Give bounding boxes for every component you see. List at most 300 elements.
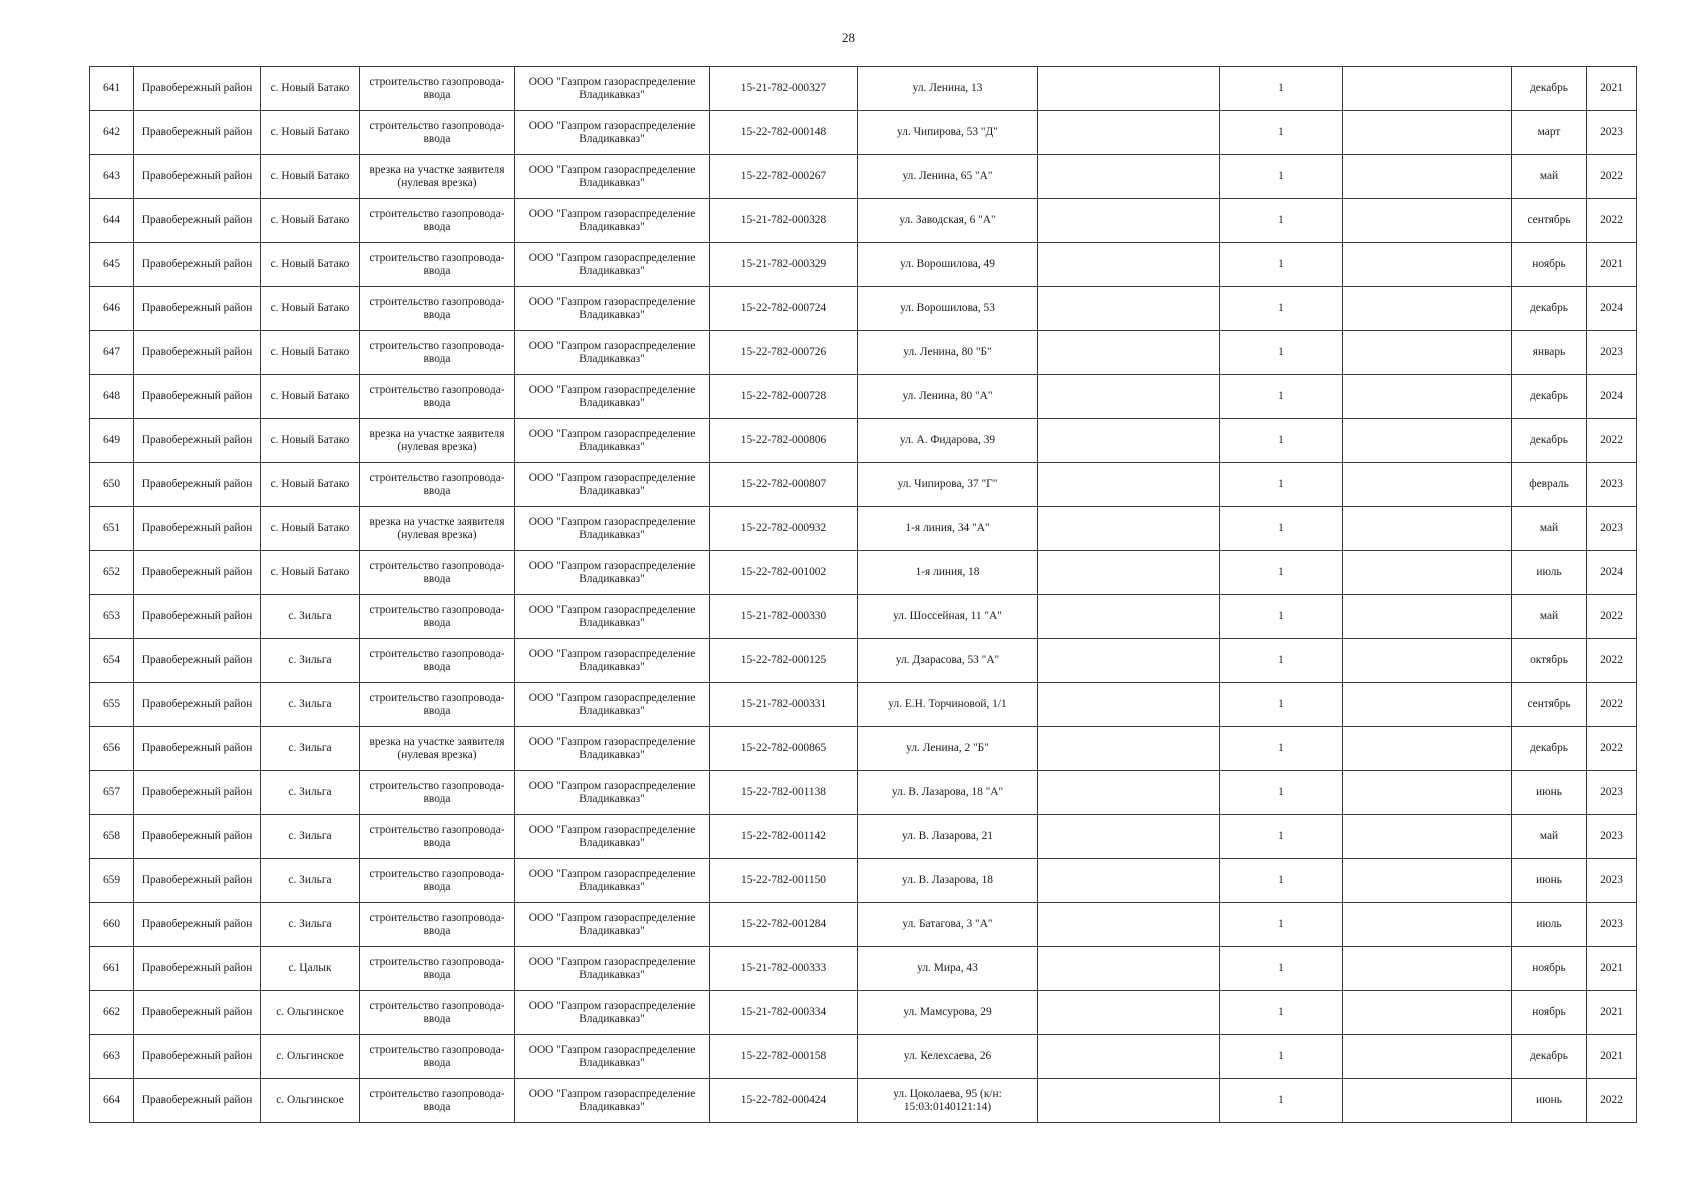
month-cell: ноябрь (1512, 243, 1587, 287)
table-row (90, 1079, 1637, 1123)
organization-cell: ООО "Газпром газораспределение Владикавказ" (515, 507, 710, 551)
organization-cell: ООО "Газпром газораспределение Владикавказ" (515, 375, 710, 419)
address-cell: ул. А. Фидарова, 39 (858, 419, 1038, 463)
work-type-cell: строительство газопровода-ввода (360, 1079, 515, 1123)
address-cell: 1-я линия, 18 (858, 551, 1038, 595)
locality-cell: с. Зильга (261, 859, 360, 903)
year-cell: 2021 (1587, 1035, 1637, 1079)
empty-cell (1343, 155, 1512, 199)
locality-cell: с. Новый Батако (261, 287, 360, 331)
empty-cell (1038, 375, 1220, 419)
application-code-cell: 15-22-782-000728 (710, 375, 858, 419)
organization-cell: ООО "Газпром газораспределение Владикавказ" (515, 771, 710, 815)
month-cell: июль (1512, 551, 1587, 595)
empty-cell (1343, 111, 1512, 155)
empty-cell (1038, 1035, 1220, 1079)
work-type-cell: строительство газопровода-ввода (360, 375, 515, 419)
row-number-cell: 651 (90, 507, 134, 551)
row-number-cell: 641 (90, 67, 134, 111)
empty-cell (1343, 507, 1512, 551)
address-cell: ул. Ленина, 80 "А" (858, 375, 1038, 419)
application-code-cell: 15-22-782-001138 (710, 771, 858, 815)
locality-cell: с. Ольгинское (261, 991, 360, 1035)
table-body (90, 67, 1637, 1123)
district-cell: Правобережный район (134, 815, 261, 859)
organization-cell: ООО "Газпром газораспределение Владикавказ" (515, 287, 710, 331)
year-cell: 2024 (1587, 375, 1637, 419)
row-number-cell: 648 (90, 375, 134, 419)
empty-cell (1038, 199, 1220, 243)
quantity-cell: 1 (1220, 155, 1343, 199)
work-type-cell: врезка на участке заявителя (нулевая врезка) (360, 507, 515, 551)
quantity-cell: 1 (1220, 463, 1343, 507)
year-cell: 2024 (1587, 287, 1637, 331)
empty-cell (1343, 947, 1512, 991)
district-cell: Правобережный район (134, 463, 261, 507)
work-type-cell: строительство газопровода-ввода (360, 199, 515, 243)
empty-cell (1343, 1035, 1512, 1079)
row-number-cell: 654 (90, 639, 134, 683)
table-row (90, 331, 1637, 375)
application-code-cell: 15-22-782-000724 (710, 287, 858, 331)
locality-cell: с. Зильга (261, 595, 360, 639)
row-number-cell: 663 (90, 1035, 134, 1079)
address-cell: ул. Батагова, 3 "А" (858, 903, 1038, 947)
work-type-cell: строительство газопровода-ввода (360, 639, 515, 683)
application-code-cell: 15-21-782-000333 (710, 947, 858, 991)
month-cell: июнь (1512, 771, 1587, 815)
locality-cell: с. Новый Батако (261, 507, 360, 551)
locality-cell: с. Новый Батако (261, 199, 360, 243)
locality-cell: с. Зильга (261, 639, 360, 683)
application-code-cell: 15-22-782-001150 (710, 859, 858, 903)
application-code-cell: 15-21-782-000330 (710, 595, 858, 639)
quantity-cell: 1 (1220, 199, 1343, 243)
work-type-cell: строительство газопровода-ввода (360, 243, 515, 287)
work-type-cell: строительство газопровода-ввода (360, 111, 515, 155)
empty-cell (1343, 991, 1512, 1035)
organization-cell: ООО "Газпром газораспределение Владикавказ" (515, 903, 710, 947)
work-type-cell: врезка на участке заявителя (нулевая врезка) (360, 727, 515, 771)
locality-cell: с. Ольгинское (261, 1079, 360, 1123)
year-cell: 2022 (1587, 419, 1637, 463)
address-cell: 1-я линия, 34 "А" (858, 507, 1038, 551)
district-cell: Правобережный район (134, 771, 261, 815)
organization-cell: ООО "Газпром газораспределение Владикавказ" (515, 243, 710, 287)
table-row (90, 947, 1637, 991)
work-type-cell: строительство газопровода-ввода (360, 947, 515, 991)
month-cell: ноябрь (1512, 991, 1587, 1035)
address-cell: ул. Мира, 43 (858, 947, 1038, 991)
year-cell: 2023 (1587, 903, 1637, 947)
district-cell: Правобережный район (134, 287, 261, 331)
address-cell: ул. Е.Н. Торчиновой, 1/1 (858, 683, 1038, 727)
empty-cell (1038, 507, 1220, 551)
quantity-cell: 1 (1220, 287, 1343, 331)
address-cell: ул. Ленина, 2 "Б" (858, 727, 1038, 771)
quantity-cell: 1 (1220, 419, 1343, 463)
address-cell: ул. Ворошилова, 49 (858, 243, 1038, 287)
table-row (90, 991, 1637, 1035)
empty-cell (1038, 155, 1220, 199)
month-cell: июнь (1512, 859, 1587, 903)
empty-cell (1343, 903, 1512, 947)
district-cell: Правобережный район (134, 155, 261, 199)
district-cell: Правобережный район (134, 859, 261, 903)
month-cell: сентябрь (1512, 199, 1587, 243)
locality-cell: с. Новый Батако (261, 419, 360, 463)
empty-cell (1343, 815, 1512, 859)
quantity-cell: 1 (1220, 991, 1343, 1035)
empty-cell (1038, 331, 1220, 375)
address-cell: ул. Келехсаева, 26 (858, 1035, 1038, 1079)
organization-cell: ООО "Газпром газораспределение Владикавказ" (515, 947, 710, 991)
year-cell: 2023 (1587, 815, 1637, 859)
year-cell: 2021 (1587, 947, 1637, 991)
row-number-cell: 662 (90, 991, 134, 1035)
empty-cell (1038, 551, 1220, 595)
month-cell: май (1512, 155, 1587, 199)
work-type-cell: строительство газопровода-ввода (360, 683, 515, 727)
quantity-cell: 1 (1220, 551, 1343, 595)
month-cell: май (1512, 595, 1587, 639)
district-cell: Правобережный район (134, 243, 261, 287)
table-row (90, 903, 1637, 947)
locality-cell: с. Новый Батако (261, 155, 360, 199)
address-cell: ул. В. Лазарова, 18 "А" (858, 771, 1038, 815)
year-cell: 2022 (1587, 199, 1637, 243)
district-cell: Правобережный район (134, 683, 261, 727)
locality-cell: с. Зильга (261, 815, 360, 859)
month-cell: ноябрь (1512, 947, 1587, 991)
work-type-cell: строительство газопровода-ввода (360, 771, 515, 815)
row-number-cell: 642 (90, 111, 134, 155)
empty-cell (1343, 331, 1512, 375)
district-cell: Правобережный район (134, 331, 261, 375)
table-row (90, 859, 1637, 903)
work-type-cell: строительство газопровода-ввода (360, 67, 515, 111)
locality-cell: с. Новый Батако (261, 67, 360, 111)
district-cell: Правобережный район (134, 727, 261, 771)
quantity-cell: 1 (1220, 1079, 1343, 1123)
locality-cell: с. Новый Батако (261, 243, 360, 287)
month-cell: декабрь (1512, 287, 1587, 331)
row-number-cell: 646 (90, 287, 134, 331)
empty-cell (1343, 727, 1512, 771)
month-cell: декабрь (1512, 375, 1587, 419)
quantity-cell: 1 (1220, 243, 1343, 287)
district-cell: Правобережный район (134, 419, 261, 463)
organization-cell: ООО "Газпром газораспределение Владикавказ" (515, 859, 710, 903)
empty-cell (1343, 771, 1512, 815)
application-code-cell: 15-22-782-000807 (710, 463, 858, 507)
year-cell: 2023 (1587, 463, 1637, 507)
empty-cell (1343, 243, 1512, 287)
table-row (90, 727, 1637, 771)
month-cell: декабрь (1512, 67, 1587, 111)
quantity-cell: 1 (1220, 683, 1343, 727)
empty-cell (1038, 111, 1220, 155)
month-cell: сентябрь (1512, 683, 1587, 727)
address-cell: ул. Ворошилова, 53 (858, 287, 1038, 331)
row-number-cell: 650 (90, 463, 134, 507)
year-cell: 2022 (1587, 639, 1637, 683)
table-row (90, 463, 1637, 507)
row-number-cell: 643 (90, 155, 134, 199)
row-number-cell: 647 (90, 331, 134, 375)
address-cell: ул. Ленина, 65 "А" (858, 155, 1038, 199)
address-cell: ул. Заводская, 6 "А" (858, 199, 1038, 243)
empty-cell (1343, 639, 1512, 683)
locality-cell: с. Зильга (261, 727, 360, 771)
empty-cell (1343, 595, 1512, 639)
organization-cell: ООО "Газпром газораспределение Владикавказ" (515, 683, 710, 727)
empty-cell (1343, 551, 1512, 595)
quantity-cell: 1 (1220, 903, 1343, 947)
table-row (90, 67, 1637, 111)
year-cell: 2024 (1587, 551, 1637, 595)
row-number-cell: 661 (90, 947, 134, 991)
row-number-cell: 652 (90, 551, 134, 595)
empty-cell (1343, 67, 1512, 111)
month-cell: январь (1512, 331, 1587, 375)
application-code-cell: 15-22-782-000806 (710, 419, 858, 463)
address-cell: ул. В. Лазарова, 21 (858, 815, 1038, 859)
organization-cell: ООО "Газпром газораспределение Владикавказ" (515, 199, 710, 243)
application-code-cell: 15-22-782-001002 (710, 551, 858, 595)
empty-cell (1038, 595, 1220, 639)
month-cell: март (1512, 111, 1587, 155)
table-row (90, 111, 1637, 155)
empty-cell (1038, 287, 1220, 331)
row-number-cell: 655 (90, 683, 134, 727)
address-cell: ул. Ленина, 80 "Б" (858, 331, 1038, 375)
work-type-cell: строительство газопровода-ввода (360, 595, 515, 639)
year-cell: 2023 (1587, 331, 1637, 375)
application-code-cell: 15-22-782-000932 (710, 507, 858, 551)
quantity-cell: 1 (1220, 727, 1343, 771)
table-row (90, 287, 1637, 331)
address-cell: ул. Чипирова, 37 "Г" (858, 463, 1038, 507)
organization-cell: ООО "Газпром газораспределение Владикавказ" (515, 595, 710, 639)
year-cell: 2021 (1587, 67, 1637, 111)
quantity-cell: 1 (1220, 111, 1343, 155)
address-cell: ул. Дзарасова, 53 "А" (858, 639, 1038, 683)
locality-cell: с. Новый Батако (261, 463, 360, 507)
organization-cell: ООО "Газпром газораспределение Владикавказ" (515, 639, 710, 683)
year-cell: 2022 (1587, 683, 1637, 727)
address-cell: ул. Цоколаева, 95 (к/н: 15:03:0140121:14) (858, 1079, 1038, 1123)
year-cell: 2023 (1587, 859, 1637, 903)
district-cell: Правобережный район (134, 67, 261, 111)
table-row (90, 595, 1637, 639)
empty-cell (1038, 463, 1220, 507)
empty-cell (1343, 419, 1512, 463)
year-cell: 2023 (1587, 771, 1637, 815)
locality-cell: с. Новый Батако (261, 111, 360, 155)
work-type-cell: строительство газопровода-ввода (360, 551, 515, 595)
application-code-cell: 15-22-782-000726 (710, 331, 858, 375)
table-row (90, 507, 1637, 551)
application-code-cell: 15-22-782-001142 (710, 815, 858, 859)
work-type-cell: врезка на участке заявителя (нулевая врезка) (360, 155, 515, 199)
application-code-cell: 15-22-782-000125 (710, 639, 858, 683)
empty-cell (1038, 727, 1220, 771)
locality-cell: с. Зильга (261, 771, 360, 815)
address-cell: ул. Чипирова, 53 "Д" (858, 111, 1038, 155)
empty-cell (1343, 1079, 1512, 1123)
district-cell: Правобережный район (134, 903, 261, 947)
empty-cell (1343, 375, 1512, 419)
row-number-cell: 659 (90, 859, 134, 903)
quantity-cell: 1 (1220, 595, 1343, 639)
month-cell: декабрь (1512, 727, 1587, 771)
organization-cell: ООО "Газпром газораспределение Владикавказ" (515, 551, 710, 595)
district-cell: Правобережный район (134, 1035, 261, 1079)
locality-cell: с. Новый Батако (261, 375, 360, 419)
table-row (90, 551, 1637, 595)
table-row (90, 771, 1637, 815)
year-cell: 2023 (1587, 111, 1637, 155)
district-cell: Правобережный район (134, 507, 261, 551)
locality-cell: с. Новый Батако (261, 551, 360, 595)
month-cell: октябрь (1512, 639, 1587, 683)
year-cell: 2021 (1587, 243, 1637, 287)
row-number-cell: 649 (90, 419, 134, 463)
empty-cell (1343, 683, 1512, 727)
work-type-cell: строительство газопровода-ввода (360, 903, 515, 947)
application-code-cell: 15-21-782-000328 (710, 199, 858, 243)
work-type-cell: строительство газопровода-ввода (360, 991, 515, 1035)
locality-cell: с. Зильга (261, 683, 360, 727)
application-code-cell: 15-21-782-000327 (710, 67, 858, 111)
quantity-cell: 1 (1220, 331, 1343, 375)
empty-cell (1038, 243, 1220, 287)
district-cell: Правобережный район (134, 639, 261, 683)
locality-cell: с. Цалык (261, 947, 360, 991)
quantity-cell: 1 (1220, 1035, 1343, 1079)
row-number-cell: 644 (90, 199, 134, 243)
table-row (90, 199, 1637, 243)
table-row (90, 815, 1637, 859)
row-number-cell: 656 (90, 727, 134, 771)
work-type-cell: строительство газопровода-ввода (360, 463, 515, 507)
empty-cell (1038, 639, 1220, 683)
month-cell: декабрь (1512, 1035, 1587, 1079)
empty-cell (1038, 859, 1220, 903)
table-row (90, 375, 1637, 419)
organization-cell: ООО "Газпром газораспределение Владикавказ" (515, 419, 710, 463)
page-number: 28 (842, 30, 855, 45)
organization-cell: ООО "Газпром газораспределение Владикавказ" (515, 815, 710, 859)
district-cell: Правобережный район (134, 595, 261, 639)
district-cell: Правобережный район (134, 991, 261, 1035)
application-code-cell: 15-22-782-000267 (710, 155, 858, 199)
organization-cell: ООО "Газпром газораспределение Владикавказ" (515, 111, 710, 155)
quantity-cell: 1 (1220, 771, 1343, 815)
year-cell: 2022 (1587, 155, 1637, 199)
month-cell: май (1512, 507, 1587, 551)
gasification-table (89, 66, 1637, 1123)
quantity-cell: 1 (1220, 375, 1343, 419)
row-number-cell: 653 (90, 595, 134, 639)
application-code-cell: 15-22-782-000424 (710, 1079, 858, 1123)
district-cell: Правобережный район (134, 111, 261, 155)
empty-cell (1038, 1079, 1220, 1123)
organization-cell: ООО "Газпром газораспределение Владикавказ" (515, 155, 710, 199)
district-cell: Правобережный район (134, 947, 261, 991)
work-type-cell: строительство газопровода-ввода (360, 331, 515, 375)
year-cell: 2021 (1587, 991, 1637, 1035)
year-cell: 2022 (1587, 727, 1637, 771)
empty-cell (1038, 815, 1220, 859)
organization-cell: ООО "Газпром газораспределение Владикавказ" (515, 1079, 710, 1123)
address-cell: ул. В. Лазарова, 18 (858, 859, 1038, 903)
row-number-cell: 645 (90, 243, 134, 287)
work-type-cell: врезка на участке заявителя (нулевая врезка) (360, 419, 515, 463)
organization-cell: ООО "Газпром газораспределение Владикавказ" (515, 727, 710, 771)
quantity-cell: 1 (1220, 859, 1343, 903)
table-row (90, 639, 1637, 683)
month-cell: июль (1512, 903, 1587, 947)
table-row (90, 1035, 1637, 1079)
address-cell: ул. Мамсурова, 29 (858, 991, 1038, 1035)
organization-cell: ООО "Газпром газораспределение Владикавказ" (515, 331, 710, 375)
application-code-cell: 15-21-782-000334 (710, 991, 858, 1035)
district-cell: Правобережный район (134, 375, 261, 419)
application-code-cell: 15-21-782-000331 (710, 683, 858, 727)
empty-cell (1038, 903, 1220, 947)
table-row (90, 155, 1637, 199)
quantity-cell: 1 (1220, 507, 1343, 551)
month-cell: июнь (1512, 1079, 1587, 1123)
empty-cell (1038, 947, 1220, 991)
empty-cell (1038, 683, 1220, 727)
empty-cell (1038, 67, 1220, 111)
month-cell: декабрь (1512, 419, 1587, 463)
locality-cell: с. Ольгинское (261, 1035, 360, 1079)
quantity-cell: 1 (1220, 639, 1343, 683)
empty-cell (1038, 771, 1220, 815)
quantity-cell: 1 (1220, 947, 1343, 991)
district-cell: Правобережный район (134, 1079, 261, 1123)
application-code-cell: 15-22-782-000865 (710, 727, 858, 771)
work-type-cell: строительство газопровода-ввода (360, 287, 515, 331)
address-cell: ул. Ленина, 13 (858, 67, 1038, 111)
month-cell: май (1512, 815, 1587, 859)
row-number-cell: 657 (90, 771, 134, 815)
work-type-cell: строительство газопровода-ввода (360, 859, 515, 903)
locality-cell: с. Новый Батако (261, 331, 360, 375)
empty-cell (1343, 463, 1512, 507)
row-number-cell: 664 (90, 1079, 134, 1123)
month-cell: февраль (1512, 463, 1587, 507)
table-row (90, 243, 1637, 287)
year-cell: 2022 (1587, 1079, 1637, 1123)
work-type-cell: строительство газопровода-ввода (360, 1035, 515, 1079)
application-code-cell: 15-21-782-000329 (710, 243, 858, 287)
table-row (90, 419, 1637, 463)
application-code-cell: 15-22-782-000158 (710, 1035, 858, 1079)
empty-cell (1343, 199, 1512, 243)
quantity-cell: 1 (1220, 67, 1343, 111)
application-code-cell: 15-22-782-000148 (710, 111, 858, 155)
table-row (90, 683, 1637, 727)
empty-cell (1038, 991, 1220, 1035)
empty-cell (1038, 419, 1220, 463)
organization-cell: ООО "Газпром газораспределение Владикавказ" (515, 67, 710, 111)
district-cell: Правобережный район (134, 551, 261, 595)
